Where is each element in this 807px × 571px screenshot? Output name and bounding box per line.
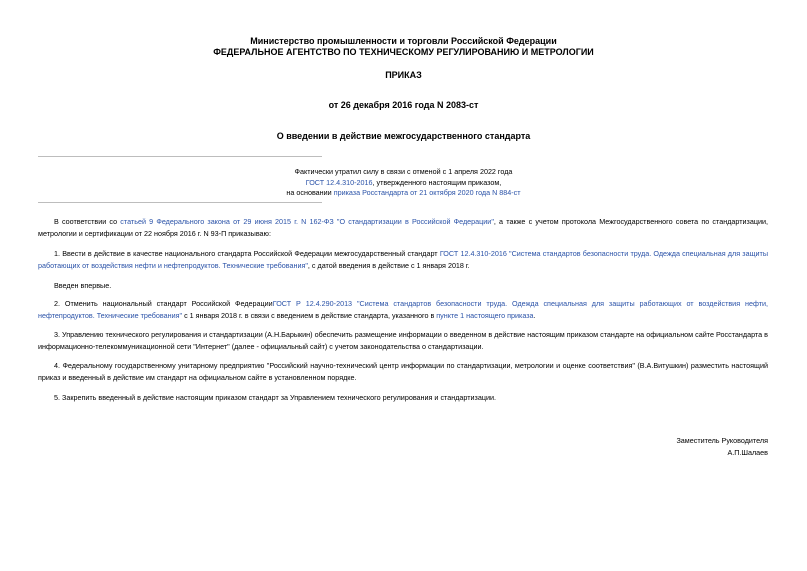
paragraph-text: 3. Управлению технического регулирования и стандартизации (А.Н.Барыкин) обеспечить размещение информации о введенном в действие настоящим приказом стандарте на официальном сайте Росстандарта в информационно-телекоммуникационной сети "Интернет" (далее - официальный сайт) с учетом законодательства о стандартизации.	[38, 330, 768, 351]
agency-heading: ФЕДЕРАЛЬНОЕ АГЕНТСТВО ПО ТЕХНИЧЕСКОМУ РЕГУЛИРОВАНИЮ И МЕТРОЛОГИИ	[213, 47, 594, 57]
date-number: от 26 декабря 2016 года N 2083-ст	[328, 100, 479, 110]
bottom-divider	[38, 202, 322, 203]
document-subject: О введении в действие межгосударственного стандарта	[276, 131, 531, 141]
status-note-line-1: Фактически утратил силу в связи с отменой с 1 апреля 2022 года	[294, 167, 513, 176]
preamble-paragraph	[38, 216, 768, 239]
item-1-reference-link[interactable]: пункте 1 настоящего приказа	[436, 310, 534, 320]
paragraph-text: В соответствии со	[54, 217, 121, 226]
status-note	[0, 167, 807, 199]
federal-law-link[interactable]: статьей 9 Федерального закона от 29 июня 2015 г. N 162-ФЗ "О стандартизации в Российской Федерации"	[120, 217, 494, 226]
status-note-text: , утвержденного настоящим приказом,	[372, 177, 502, 187]
paragraph-text: , а также с учетом протокола Межгосударственного совета по стандартизации, метрологии и сертификации от 22 ноября 2016 г. N 93-П приказываю:	[38, 217, 768, 238]
paragraph-text: 5. Закрепить введенный в действие настоящим приказом стандарт за Управлением технического регулирования и стандартизации.	[54, 393, 496, 402]
item-4-paragraph	[38, 360, 768, 383]
paragraph-text: 1. Ввести в действие в качестве национального стандарта Российской Федерации межгосударственный стандарт	[54, 249, 440, 258]
top-divider	[38, 156, 322, 157]
signature-block	[468, 435, 768, 458]
paragraph-text: 2. Отменить национальный стандарт Российской Федерации	[54, 299, 273, 308]
gost-12-4-310-link[interactable]: ГОСТ 12.4.310-2016 "Система стандартов безопасности труда. Одежда специальная для защиты работающих от воздействия нефти и нефтепродуктов. Технические требования"	[38, 249, 768, 270]
paragraph-text: с 1 января 2018 г. в связи с введением в действие стандарта, указанного в	[182, 310, 437, 320]
signatory-position: Заместитель Руководителя	[676, 436, 768, 445]
gost-link[interactable]: ГОСТ 12.4.310-2016	[305, 177, 373, 187]
rosstandart-order-link[interactable]: приказа Росстандарта от 21 октября 2020 года N 884-ст	[333, 188, 521, 197]
item-1-paragraph	[38, 248, 768, 271]
paragraph-text: 4. Федеральному государственному унитарному предприятию "Российский научно-технический центр информации по стандартизации, метрологии и оценке соответствия" (В.А.Витушкин) разместить настоящий приказ и введенный в действие им стандарт на официальном сайте в установленном порядке.	[38, 361, 768, 382]
gost-r-12-4-290-link[interactable]: ГОСТ Р 12.4.290-2013 "Система стандартов безопасности труда. Одежда специальная для защиты работающих от воздействия нефти, нефтепродуктов. Технические требования"	[38, 299, 769, 320]
item-3-paragraph	[38, 329, 768, 352]
item-2-paragraph	[38, 298, 768, 321]
status-note-text: на основании	[286, 188, 334, 197]
paragraph-text: .	[533, 310, 536, 320]
paragraph-text: , с датой введения в действие с 1 января 2018 г.	[307, 260, 470, 270]
ministry-heading: Министерство промышленности и торговли Российской Федерации	[250, 36, 557, 46]
paragraph-text: Введен впервые.	[54, 281, 112, 290]
status-note-line-3	[0, 188, 807, 199]
status-note-line-2	[0, 178, 807, 189]
signatory-name: А.П.Шалаев	[727, 447, 768, 457]
introduced-first-paragraph	[38, 280, 768, 292]
item-5-paragraph	[38, 392, 768, 404]
document-type: ПРИКАЗ	[385, 70, 422, 80]
